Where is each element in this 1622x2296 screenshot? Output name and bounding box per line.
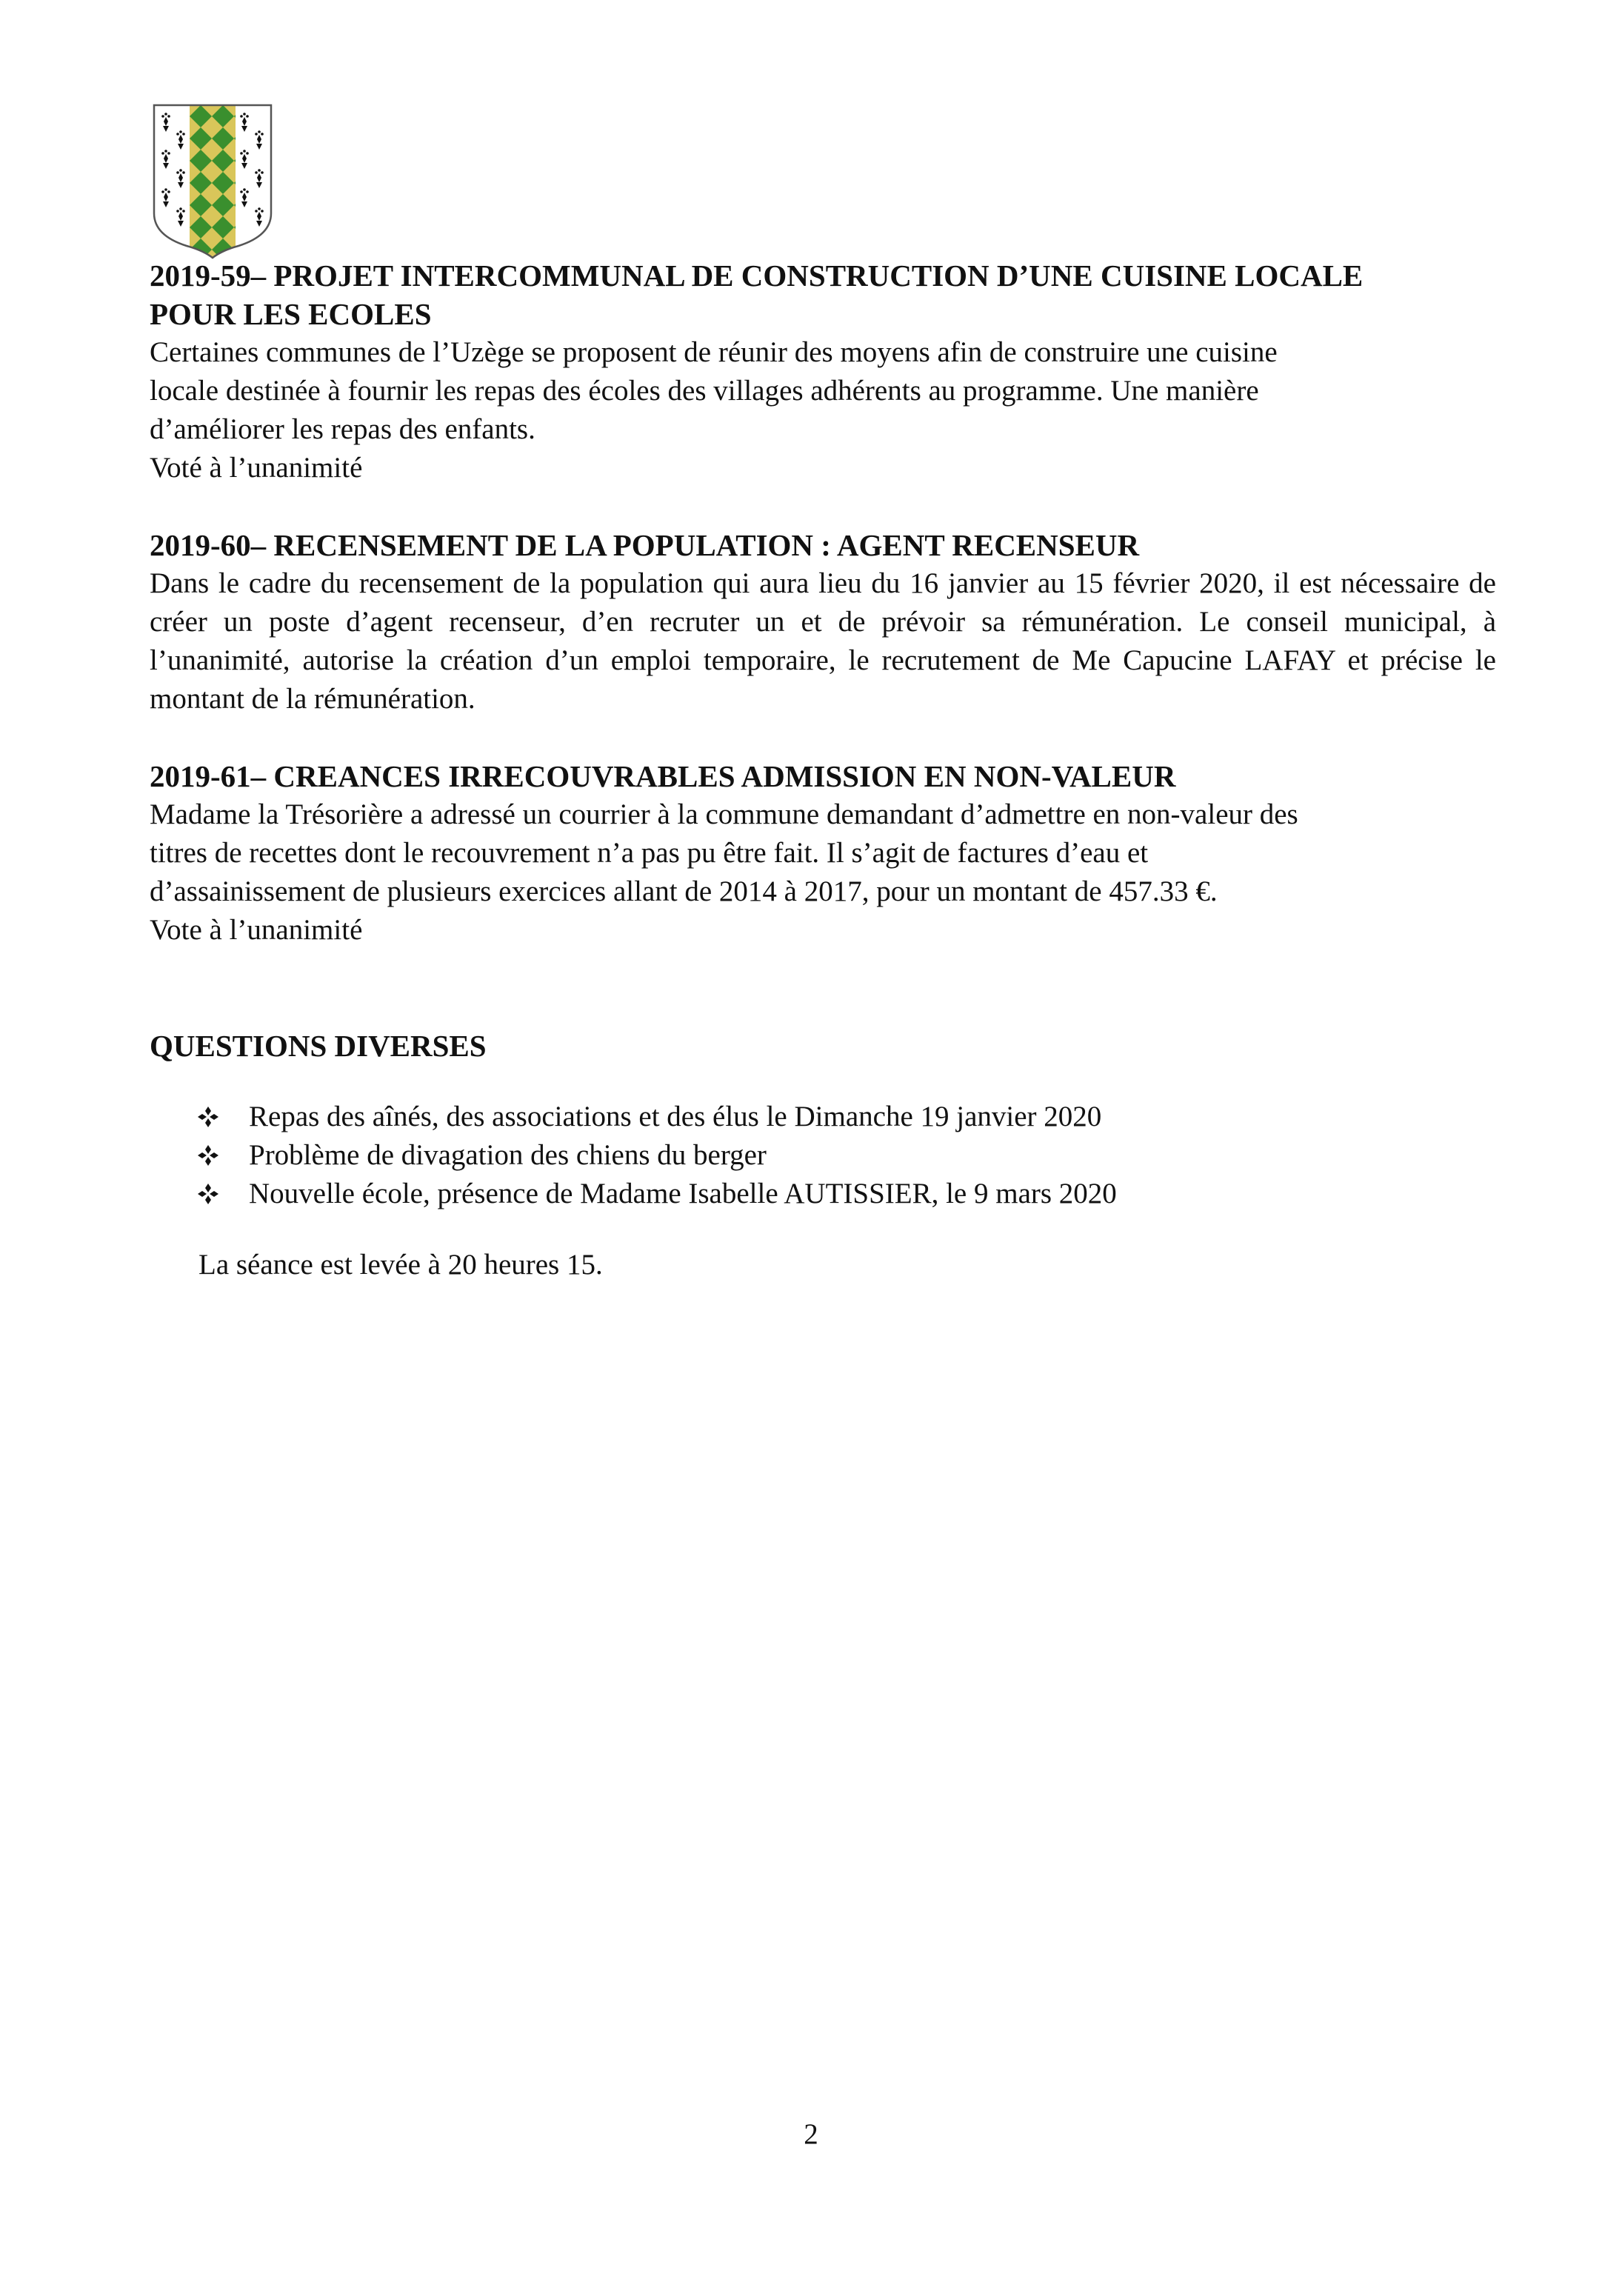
questions-list [150,1098,1496,1213]
section-paragraph: Dans le cadre du recensement de la population qui aura lieu du 16 janvier au 15 février 2020, il est nécessaire de créer un poste d’agent recenseur, d’en recruter un et de prévoir sa rémunération. Le conseil municipal, à l’unanimité, autorise la création d’un emploi temporaire, le recrutement de Me Capucine LAFAY et précise le montant de la rémunération. [150,567,1497,715]
minutes-content [150,256,1496,1284]
four-diamond-bullet-icon [197,1183,219,1205]
vote-result: Voté à l’unanimité [150,452,363,484]
section-title: 2019-61– CREANCES IRRECOUVRABLES ADMISSION EN NON-VALEUR [150,759,1176,793]
section-title: 2019-59– PROJET INTERCOMMUNAL DE CONSTRUCTION D’UNE CUISINE LOCALE POUR LES ECOLES [150,258,1364,331]
section-paragraph: Madame la Trésorière a adressé un courrier à la commune demandant d’admettre en non-valeur des titres de recettes dont le recouvrement n’a pas pu être fait. Il s’agit de factures d’eau et d’assainissement de plusieurs exercices allant de 2014 à 2017, pour un montant de 457.33 €. [150,798,1298,907]
section-paragraph: Certaines communes de l’Uzège se proposent de réunir des moyens afin de construire une cuisine locale destinée à fournir les repas des écoles des villages adhérents au programme. Une manière d’améliorer les repas des enfants. [150,336,1278,445]
section-2019-60 [150,526,1496,718]
list-item: Nouvelle école, présence de Madame Isabelle AUTISSIER, le 9 mars 2020 [197,1175,1496,1213]
questions-title: QUESTIONS DIVERSES [150,1029,487,1063]
list-item: Repas des aînés, des associations et des élus le Dimanche 19 janvier 2020 [197,1098,1496,1136]
coat-of-arms-icon [151,102,274,259]
page-number: 2 [804,2118,818,2150]
vote-result: Vote à l’unanimité [150,914,363,946]
questions-diverses [150,1027,1496,1213]
four-diamond-bullet-icon [197,1144,219,1167]
closing-statement: La séance est levée à 20 heures 15. [198,1249,603,1281]
section-2019-61 [150,757,1496,950]
four-diamond-bullet-icon [197,1106,219,1128]
section-title: 2019-60– RECENSEMENT DE LA POPULATION : AGENT RECENSEUR [150,528,1140,562]
section-2019-59 [150,256,1496,487]
list-item: Problème de divagation des chiens du berger [197,1136,1496,1175]
